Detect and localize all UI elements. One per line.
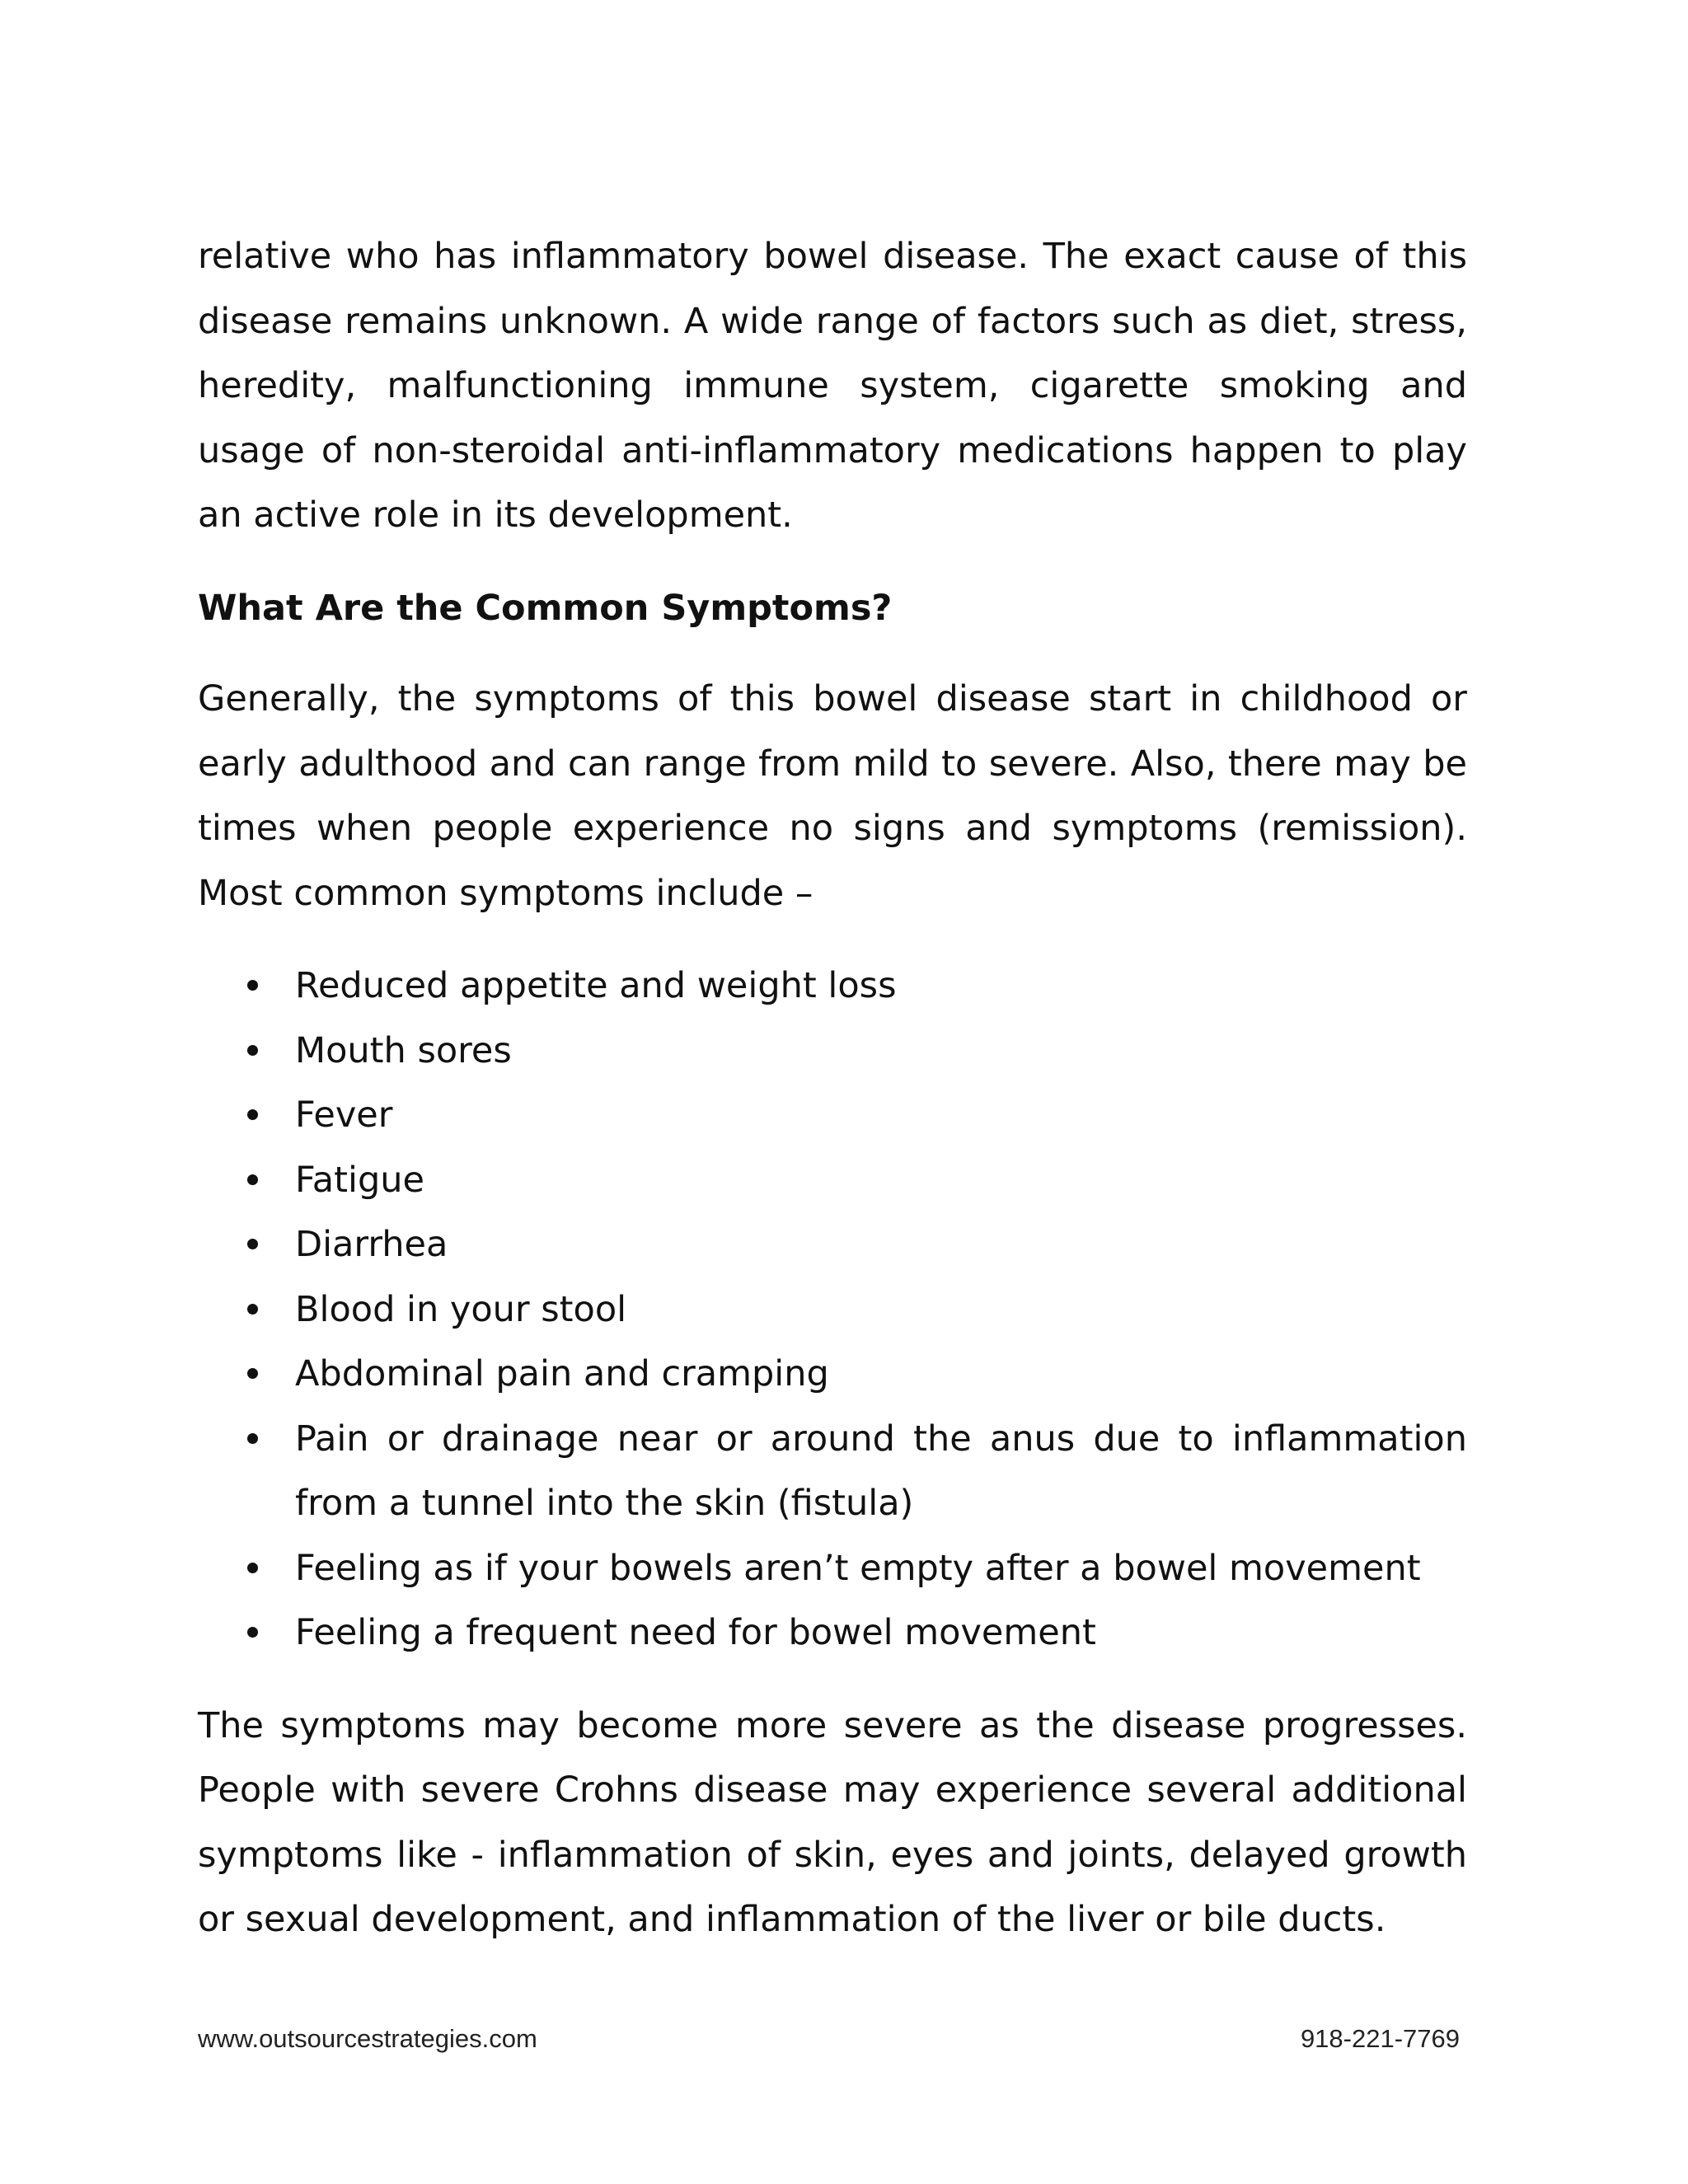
list-item	[198, 954, 1467, 1019]
list-item-text: Blood in your stool	[295, 1288, 627, 1330]
bullet-icon	[247, 1433, 258, 1444]
list-item	[198, 1601, 1467, 1666]
list-item	[198, 1212, 1467, 1277]
bullet-icon	[247, 1109, 258, 1120]
bullet-icon	[247, 1563, 258, 1573]
bullet-icon	[247, 980, 258, 991]
list-item-text: Diarrhea	[295, 1224, 448, 1265]
list-item-text: Fever	[295, 1094, 393, 1136]
list-item	[198, 1277, 1467, 1343]
footer-phone: 918-221-7769	[1300, 2024, 1460, 2053]
closing-paragraph: The symptoms may become more severe as the disease progresses. People with severe Crohns disease may experience several additional symptoms like - inflammation of skin, eyes and joints, delayed growth or sexual development, and inflammation of the liver or bile ducts.	[198, 1704, 1467, 1940]
document-body	[198, 224, 1467, 1952]
list-item	[198, 1342, 1467, 1407]
bullet-icon	[247, 1239, 258, 1249]
list-item-text: Feeling as if your bowels aren’t empty after a bowel movement	[295, 1547, 1421, 1589]
list-item-text: Fatigue	[295, 1159, 424, 1201]
list-item-text: Pain or drainage near or around the anus due to inflammation from a tunnel into the skin (fistula)	[295, 1418, 1467, 1524]
list-item-text: Reduced appetite and weight loss	[295, 965, 897, 1006]
intro-paragraph: relative who has inflammatory bowel disease. The exact cause of this disease remains unknown. A wide range of factors such as diet, stress, heredity, malfunctioning immune system, cigarette smoking and usage of non-steroidal anti-inflammatory medications happen to play an active role in its development.	[198, 236, 1467, 536]
bullet-icon	[247, 1045, 258, 1056]
symptoms-list	[198, 954, 1467, 1666]
bullet-icon	[247, 1368, 258, 1379]
symptoms-intro-paragraph: Generally, the symptoms of this bowel disease start in childhood or early adulthood and can range from mild to severe. Also, there may be times when people experience no signs and symptoms (remission). Most common symptoms include –	[198, 678, 1467, 914]
list-item	[198, 1536, 1467, 1601]
list-item	[198, 1083, 1467, 1148]
footer-website: www.outsourcestrategies.com	[198, 2024, 537, 2053]
bullet-icon	[247, 1304, 258, 1315]
bullet-icon	[247, 1627, 258, 1638]
bullet-icon	[247, 1174, 258, 1185]
section-heading: What Are the Common Symptoms?	[198, 587, 893, 629]
list-item-text: Abdominal pain and cramping	[295, 1353, 829, 1394]
list-item-text: Feeling a frequent need for bowel movement	[295, 1612, 1096, 1653]
list-item	[198, 1407, 1467, 1536]
list-item	[198, 1019, 1467, 1084]
list-item-text: Mouth sores	[295, 1029, 512, 1071]
list-item	[198, 1148, 1467, 1213]
